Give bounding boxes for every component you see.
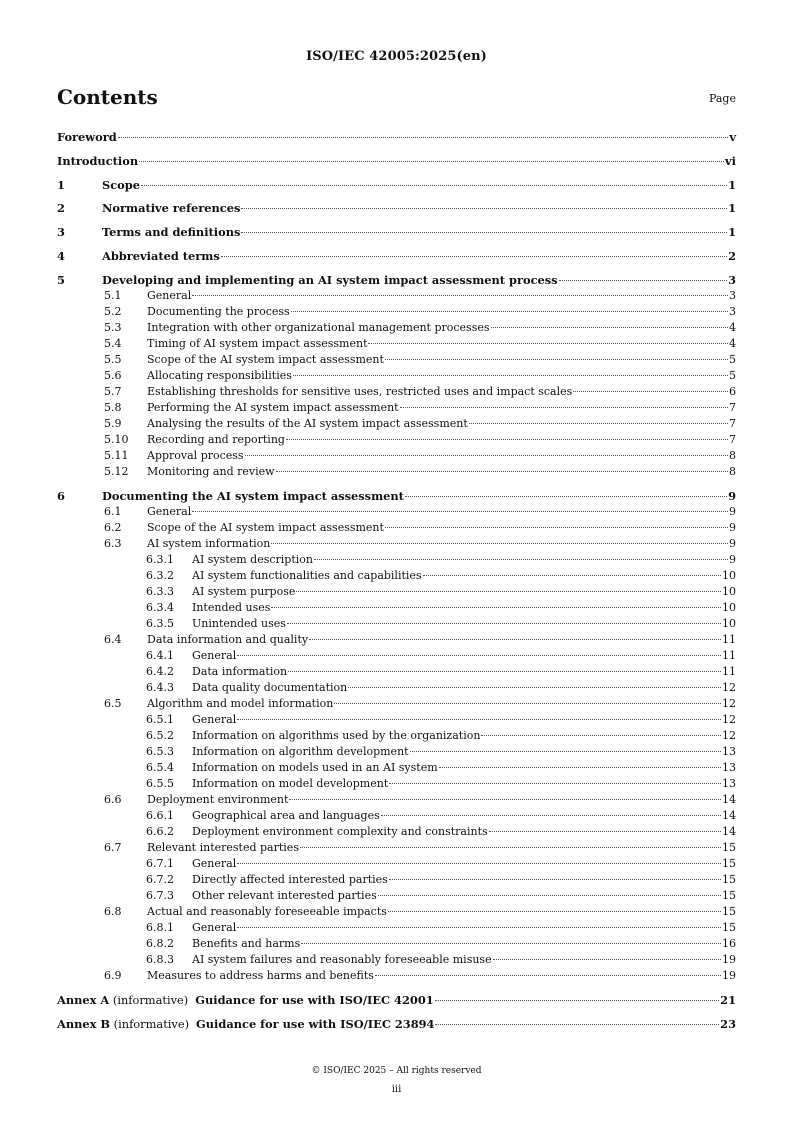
toc-entry-page: 10 xyxy=(722,569,736,582)
toc-entry-page: 15 xyxy=(722,873,736,886)
toc-entry[interactable] xyxy=(57,904,736,920)
toc-entry-title: Abbreviated terms xyxy=(102,249,220,263)
page-title: Contents xyxy=(57,85,158,109)
toc-entry-page: 9 xyxy=(729,553,736,566)
dot-leader xyxy=(368,343,728,344)
toc-entry-title: Information on models used in an AI system xyxy=(192,761,438,774)
toc-entry[interactable] xyxy=(57,776,736,792)
toc-entry[interactable] xyxy=(57,272,736,288)
toc-entry-title: Data information xyxy=(192,665,288,678)
toc-entry-title: Recording and reporting xyxy=(147,433,285,446)
toc-entry-title: Monitoring and review xyxy=(147,465,275,478)
toc-entry-title: General xyxy=(192,713,237,726)
toc-entry-title: Measures to address harms and benefits xyxy=(147,969,374,982)
toc-entry-page: 12 xyxy=(722,713,736,726)
toc-entry-title: Intended uses xyxy=(192,601,271,614)
dot-leader xyxy=(493,959,721,960)
dot-leader xyxy=(300,847,721,848)
toc-entry-title: Deployment environment xyxy=(147,793,289,806)
toc-entry-title: Performing the AI system impact assessment xyxy=(147,401,399,414)
toc-entry-title: Algorithm and model information xyxy=(147,697,334,710)
toc-entry-number: 6.5.5 xyxy=(146,777,174,790)
toc-entry-number: 4 xyxy=(57,249,65,263)
toc-entry-page: 12 xyxy=(722,697,736,710)
toc-entry-page: 15 xyxy=(722,841,736,854)
toc-entry-number: 2 xyxy=(57,201,65,215)
toc-entry-title: General xyxy=(147,289,192,302)
dot-leader xyxy=(559,280,727,281)
toc-entry[interactable] xyxy=(57,153,736,169)
toc-entry[interactable] xyxy=(57,600,736,616)
toc-entry-page: 14 xyxy=(722,825,736,838)
toc-entry-title: Scope xyxy=(102,178,140,192)
toc-entry[interactable] xyxy=(57,368,736,384)
toc-entry-page: 15 xyxy=(722,857,736,870)
toc-entry-page: 13 xyxy=(722,777,736,790)
toc-entry-number: 6.8.2 xyxy=(146,937,174,950)
toc-entry-number: 5.11 xyxy=(104,449,129,462)
toc-entry-number: 5.9 xyxy=(104,417,122,430)
dot-leader xyxy=(192,511,728,512)
toc-entry-title: Other relevant interested parties xyxy=(192,889,377,902)
toc-entry-number: 6.4.3 xyxy=(146,681,174,694)
toc-entry-page: 4 xyxy=(729,321,736,334)
toc-entry-number: 6.7.1 xyxy=(146,857,174,870)
toc-entry[interactable] xyxy=(57,304,736,320)
toc-entry-title: Developing and implementing an AI system impact assessment process xyxy=(102,273,558,287)
toc-entry[interactable] xyxy=(57,616,736,632)
dot-leader xyxy=(435,1024,719,1025)
toc-entry-page: 10 xyxy=(722,585,736,598)
dot-leader xyxy=(139,161,724,162)
dot-leader xyxy=(469,423,728,424)
dot-leader xyxy=(334,703,721,704)
toc-entry-number: 6.8.3 xyxy=(146,953,174,966)
toc-entry[interactable] xyxy=(57,464,736,480)
dot-leader xyxy=(423,575,721,576)
toc-entry-title: AI system information xyxy=(147,537,271,550)
toc-entry-page: 11 xyxy=(722,633,736,646)
annex-page: 21 xyxy=(720,993,736,1007)
toc-entry-number: 5.2 xyxy=(104,305,122,318)
toc-entry-page: 12 xyxy=(722,681,736,694)
dot-leader xyxy=(221,256,727,257)
dot-leader xyxy=(289,799,721,800)
toc-entry-number: 6.3.5 xyxy=(146,617,174,630)
dot-leader xyxy=(287,623,721,624)
annex-page: 23 xyxy=(720,1017,736,1031)
toc-entry-title: Approval process xyxy=(147,449,244,462)
toc-entry-title: Data information and quality xyxy=(147,633,309,646)
dot-leader xyxy=(314,559,728,560)
toc-entry-page: 1 xyxy=(728,201,736,215)
toc-entry-title: Establishing thresholds for sensitive uses, restricted uses and impact scales xyxy=(147,385,573,398)
toc-entry[interactable] xyxy=(57,400,736,416)
toc-entry-title: General xyxy=(192,649,237,662)
dot-leader xyxy=(491,327,728,328)
toc-entry[interactable] xyxy=(57,129,736,145)
dot-leader xyxy=(245,455,728,456)
toc-entry-page: 6 xyxy=(729,385,736,398)
toc-entry-page: 3 xyxy=(728,273,736,287)
annex-type-note: (informative) xyxy=(110,1017,190,1031)
toc-entry-number: 6.6.2 xyxy=(146,825,174,838)
dot-leader xyxy=(388,911,721,912)
toc-entry-page: 4 xyxy=(729,337,736,350)
toc-entry-number: 6.7.3 xyxy=(146,889,174,902)
toc-entry[interactable] xyxy=(57,840,736,856)
toc-entry-number: 5.10 xyxy=(104,433,129,446)
toc-entry-title: Data quality documentation xyxy=(192,681,348,694)
toc-entry-title: Introduction xyxy=(57,154,139,168)
toc-entry-title: General xyxy=(192,857,237,870)
toc-entry-title: Directly affected interested parties xyxy=(192,873,388,886)
toc-entry[interactable] xyxy=(57,872,736,888)
toc-entry-page: 12 xyxy=(722,729,736,742)
toc-entry[interactable] xyxy=(57,504,736,520)
toc-entry[interactable] xyxy=(57,856,736,872)
toc-entry-number: 6.3 xyxy=(104,537,122,550)
dot-leader xyxy=(241,208,727,209)
toc-entry-page: 9 xyxy=(729,505,736,518)
toc-entry-page: 2 xyxy=(728,249,736,263)
toc-entry-number: 6.4 xyxy=(104,633,122,646)
toc-entry-page: 1 xyxy=(728,178,736,192)
dot-leader xyxy=(237,863,721,864)
toc-entry[interactable] xyxy=(57,728,736,744)
toc-entry-number: 6.5.2 xyxy=(146,729,174,742)
toc-entry-page: 9 xyxy=(729,521,736,534)
toc-entry-title: General xyxy=(147,505,192,518)
toc-entry-number: 6.3.4 xyxy=(146,601,174,614)
toc-entry[interactable] xyxy=(57,920,736,936)
dot-leader xyxy=(241,232,727,233)
toc-entry-page: 5 xyxy=(729,369,736,382)
toc-entry-title: Information on algorithms used by the organization xyxy=(192,729,481,742)
toc-entry-page: 11 xyxy=(722,665,736,678)
dot-leader xyxy=(385,527,728,528)
toc-entry[interactable] xyxy=(57,448,736,464)
toc-annex-entry[interactable] xyxy=(57,992,736,1008)
annex-title: Guidance for use with ISO/IEC 23894 xyxy=(196,1017,435,1031)
toc-entry-number: 6.9 xyxy=(104,969,122,982)
toc-entry-number: 5.4 xyxy=(104,337,122,350)
toc-entry-number: 6.8.1 xyxy=(146,921,174,934)
toc-entry[interactable] xyxy=(57,432,736,448)
toc-entry[interactable] xyxy=(57,584,736,600)
toc-entry[interactable] xyxy=(57,224,736,240)
toc-entry-page: 9 xyxy=(729,537,736,550)
toc-entry-title: Unintended uses xyxy=(192,617,286,630)
toc-entry-number: 5 xyxy=(57,273,65,287)
footer-copyright: © ISO/IEC 2025 – All rights reserved xyxy=(311,1066,482,1076)
toc-entry-page: 10 xyxy=(722,601,736,614)
toc-entry-page: vi xyxy=(725,154,736,168)
toc-entry-number: 6.4.2 xyxy=(146,665,174,678)
toc-entry-page: v xyxy=(729,130,736,144)
toc-entry[interactable] xyxy=(57,552,736,568)
toc-entry-page: 15 xyxy=(722,889,736,902)
toc-entry-number: 6.3.3 xyxy=(146,585,174,598)
toc-entry-number: 6 xyxy=(57,489,65,503)
toc-entry-page: 3 xyxy=(729,305,736,318)
toc-entry-page: 3 xyxy=(729,289,736,302)
dot-leader xyxy=(400,407,728,408)
toc-entry-number: 5.12 xyxy=(104,465,129,478)
dot-leader xyxy=(348,687,721,688)
toc-entry-number: 5.7 xyxy=(104,385,122,398)
dot-leader xyxy=(237,655,721,656)
toc-entry[interactable] xyxy=(57,536,736,552)
dot-leader xyxy=(410,751,721,752)
toc-entry-number: 3 xyxy=(57,225,65,239)
toc-entry[interactable] xyxy=(57,760,736,776)
toc-entry-title: Analysing the results of the AI system impact assessment xyxy=(147,417,468,430)
toc-entry-title: Foreword xyxy=(57,130,117,144)
toc-entry-page: 14 xyxy=(722,793,736,806)
toc-entry-title: Scope of the AI system impact assessment xyxy=(147,521,384,534)
dot-leader xyxy=(291,311,728,312)
toc-entry-page: 14 xyxy=(722,809,736,822)
toc-entry-page: 7 xyxy=(729,401,736,414)
toc-entry-number: 6.5.1 xyxy=(146,713,174,726)
toc-entry-title: AI system purpose xyxy=(192,585,296,598)
toc-entry-number: 6.5.4 xyxy=(146,761,174,774)
dot-leader xyxy=(141,185,727,186)
dot-leader xyxy=(276,471,728,472)
dot-leader xyxy=(573,391,728,392)
toc-entry-page: 19 xyxy=(722,953,736,966)
toc-entry-number: 6.7.2 xyxy=(146,873,174,886)
toc-entry-page: 15 xyxy=(722,921,736,934)
toc-entry[interactable] xyxy=(57,200,736,216)
toc-entry-number: 6.6 xyxy=(104,793,122,806)
dot-leader xyxy=(271,543,728,544)
toc-entry-title: General xyxy=(192,921,237,934)
dot-leader xyxy=(489,831,721,832)
toc-entry[interactable] xyxy=(57,336,736,352)
toc-entry-number: 6.2 xyxy=(104,521,122,534)
dot-leader xyxy=(309,639,721,640)
page-column-label: Page xyxy=(708,92,736,105)
toc-entry-page: 13 xyxy=(722,745,736,758)
toc-entry-title: Benefits and harms xyxy=(192,937,301,950)
toc-entry-title: Terms and definitions xyxy=(102,225,241,239)
dot-leader xyxy=(389,783,721,784)
dot-leader xyxy=(481,735,721,736)
dot-leader xyxy=(385,359,728,360)
toc-entry-page: 11 xyxy=(722,649,736,662)
annex-label: Annex B xyxy=(57,1017,111,1031)
toc-entry-number: 6.8 xyxy=(104,905,122,918)
toc-entry-page: 7 xyxy=(729,417,736,430)
toc-entry-page: 1 xyxy=(728,225,736,239)
toc-entry[interactable] xyxy=(57,288,736,304)
toc-entry[interactable] xyxy=(57,824,736,840)
toc-entry-title: Information on model development xyxy=(192,777,389,790)
toc-entry[interactable] xyxy=(57,952,736,968)
toc-entry[interactable] xyxy=(57,792,736,808)
dot-leader xyxy=(192,295,728,296)
toc-entry[interactable] xyxy=(57,416,736,432)
toc-entry[interactable] xyxy=(57,352,736,368)
toc-entry[interactable] xyxy=(57,488,736,504)
toc-entry-number: 6.6.1 xyxy=(146,809,174,822)
toc-entry[interactable] xyxy=(57,968,736,984)
toc-entry-title: Normative references xyxy=(102,201,241,215)
dot-leader xyxy=(378,895,721,896)
toc-entry-title: AI system functionalities and capabilities xyxy=(192,569,422,582)
toc-entry[interactable] xyxy=(57,177,736,193)
toc-entry-number: 6.5 xyxy=(104,697,122,710)
dot-leader xyxy=(405,496,727,497)
toc-entry-page: 9 xyxy=(728,489,736,503)
toc-entry[interactable] xyxy=(57,808,736,824)
toc-entry-page: 8 xyxy=(729,449,736,462)
dot-leader xyxy=(288,671,721,672)
toc-entry-title: Documenting the process xyxy=(147,305,290,318)
toc-entry-number: 5.6 xyxy=(104,369,122,382)
toc-entry-number: 1 xyxy=(57,178,65,192)
toc-entry[interactable] xyxy=(57,520,736,536)
toc-entry-title: Geographical area and languages xyxy=(192,809,380,822)
dot-leader xyxy=(237,719,721,720)
toc-entry-title: Relevant interested parties xyxy=(147,841,299,854)
toc-entry[interactable] xyxy=(57,632,736,648)
toc-entry-page: 16 xyxy=(722,937,736,950)
toc-entry-number: 6.7 xyxy=(104,841,122,854)
toc-entry[interactable] xyxy=(57,384,736,400)
toc-entry[interactable] xyxy=(57,248,736,264)
dot-leader xyxy=(296,591,721,592)
toc-entry-title: Information on algorithm development xyxy=(192,745,409,758)
toc-entry[interactable] xyxy=(57,696,736,712)
toc-entry-title: Documenting the AI system impact assessment xyxy=(102,489,404,503)
toc-entry[interactable] xyxy=(57,680,736,696)
toc-entry-page: 10 xyxy=(722,617,736,630)
footer-page-number: iii xyxy=(391,1084,402,1095)
annex-label: Annex A xyxy=(57,993,110,1007)
toc-entry-title: Integration with other organizational management processes xyxy=(147,321,490,334)
dot-leader xyxy=(237,927,721,928)
toc-entry-page: 5 xyxy=(729,353,736,366)
document-header-id: ISO/IEC 42005:2025(en) xyxy=(306,49,487,64)
toc-entry-page: 15 xyxy=(722,905,736,918)
toc-entry-page: 19 xyxy=(722,969,736,982)
toc-entry-number: 5.5 xyxy=(104,353,122,366)
toc-entry-title: AI system failures and reasonably foreseeable misuse xyxy=(192,953,492,966)
toc-entry-number: 6.1 xyxy=(104,505,122,518)
dot-leader xyxy=(286,439,728,440)
dot-leader xyxy=(439,767,721,768)
toc-entry-number: 5.8 xyxy=(104,401,122,414)
toc-entry-number: 5.3 xyxy=(104,321,122,334)
dot-leader xyxy=(301,943,721,944)
toc-entry[interactable] xyxy=(57,744,736,760)
dot-leader xyxy=(293,375,728,376)
toc-entry-number: 5.1 xyxy=(104,289,122,302)
toc-entry-page: 7 xyxy=(729,433,736,446)
toc-entry[interactable] xyxy=(57,568,736,584)
toc-annex-entry[interactable] xyxy=(57,1016,736,1032)
toc-entry[interactable] xyxy=(57,712,736,728)
dot-leader xyxy=(435,1000,719,1001)
toc-entry[interactable] xyxy=(57,664,736,680)
toc-entry-title: Timing of AI system impact assessment xyxy=(147,337,368,350)
toc-entry[interactable] xyxy=(57,936,736,952)
toc-entry-page: 8 xyxy=(729,465,736,478)
annex-type-note: (informative) xyxy=(109,993,189,1007)
dot-leader xyxy=(118,137,729,138)
annex-title: Guidance for use with ISO/IEC 42001 xyxy=(195,993,434,1007)
toc-entry-title: Allocating responsibilities xyxy=(147,369,292,382)
dot-leader xyxy=(271,607,721,608)
dot-leader xyxy=(375,975,721,976)
toc-entry[interactable] xyxy=(57,320,736,336)
toc-entry-title: Actual and reasonably foreseeable impacts xyxy=(147,905,387,918)
toc-entry[interactable] xyxy=(57,648,736,664)
dot-leader xyxy=(389,879,721,880)
toc-entry-number: 6.5.3 xyxy=(146,745,174,758)
dot-leader xyxy=(381,815,721,816)
toc-entry-page: 13 xyxy=(722,761,736,774)
toc-entry-number: 6.3.1 xyxy=(146,553,174,566)
toc-entry-number: 6.4.1 xyxy=(146,649,174,662)
toc-entry-title: Scope of the AI system impact assessment xyxy=(147,353,384,366)
toc-entry-title: Deployment environment complexity and constraints xyxy=(192,825,488,838)
toc-entry-number: 6.3.2 xyxy=(146,569,174,582)
toc-entry[interactable] xyxy=(57,888,736,904)
toc-entry-title: AI system description xyxy=(192,553,313,566)
